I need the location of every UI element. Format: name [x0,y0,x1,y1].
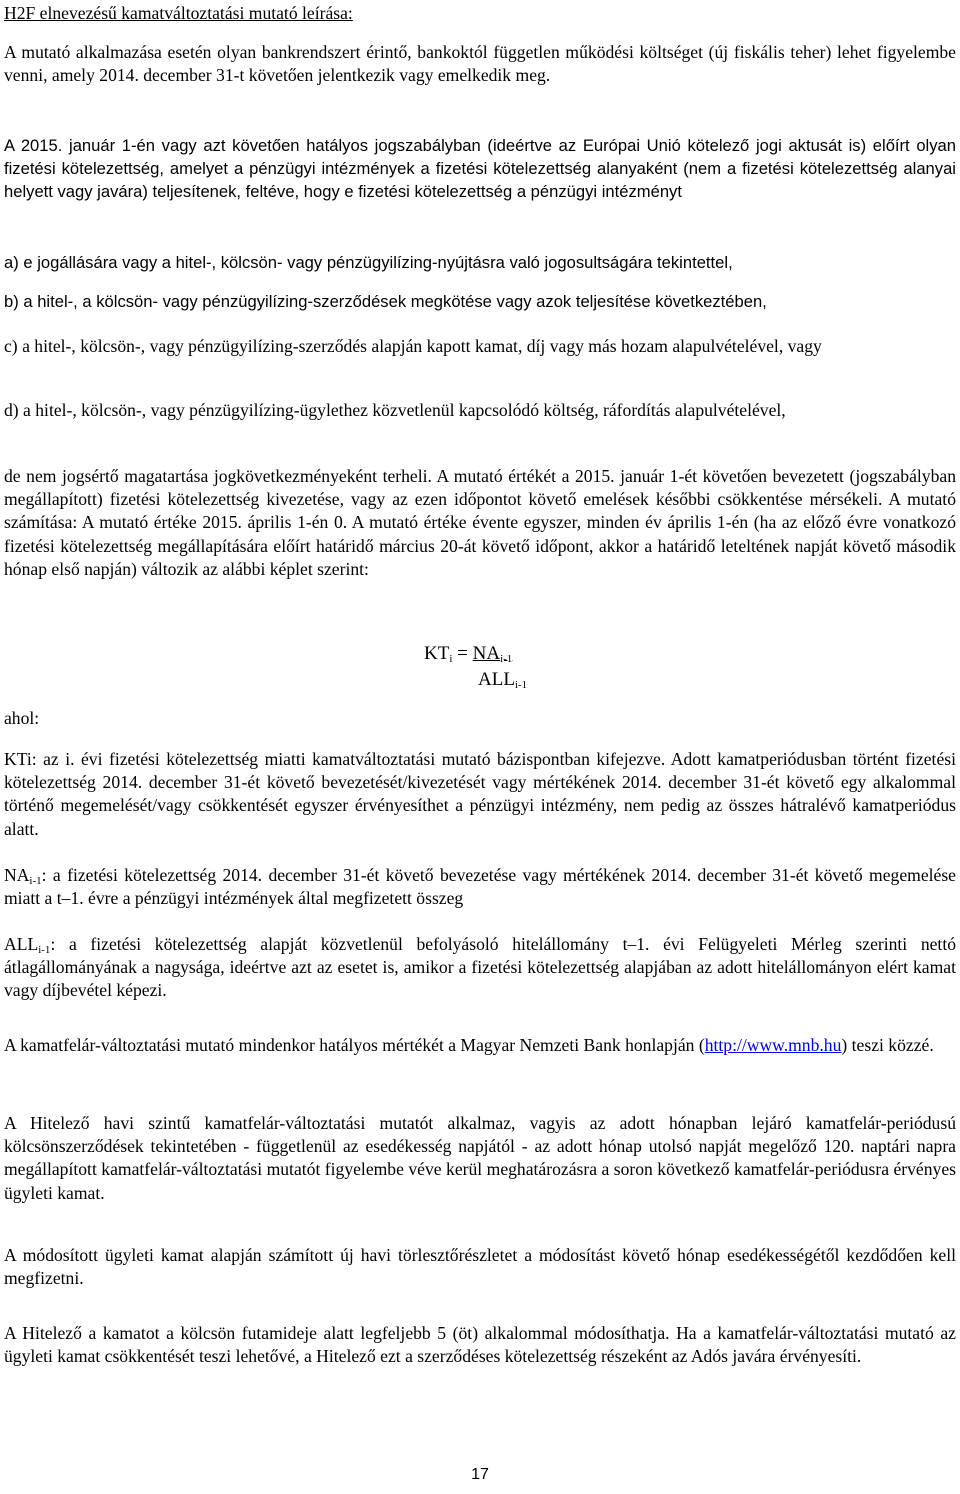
term-na-sub: i-1 [29,875,42,887]
na-definition: : a fizetési kötelezettség 2014. december 31-ét követő bevezetése vagy mértékének 2014. december 31-ét követő megemelése miatt a t–1. évre a pénzügyi intézmények által megfizetett összeg [4,865,956,909]
label-ahol: ahol: [4,708,40,728]
list-item-a: a) e jogállására vagy a hitel-, kölcsön- vagy pénzügyilízing-nyújtásra való jogosultságára tekintettel, [4,253,733,272]
all-definition: : a fizetési kötelezettség alapját közvetlenül befolyásoló hitelállomány t–1. évi Felügyeleti Mérleg szerinti nettó átlagállományának a nagysága, ideértve azt az esetet is, amikor a fizetési kötelezettség alapjában az adott hitelállományon elért kamat vagy díjbevétel képezi. [4,934,956,1001]
paragraph-max-modification: A Hitelező a kamatot a kölcsön futamideje alatt legfeljebb 5 (öt) alkalommal módosíthatja. Ha a kamatfelár-változtatási mutató az ügyleti kamat csökkentését teszi lehetővé, a Hitelező ezt a szerződéses kötelezettség részeként az Adós javára érvényesíti. [4,1323,956,1367]
list-item-c: c) a hitel-, kölcsön-, vagy pénzügyilízing-szerződés alapján kapott kamat, díj vagy más hozam alapulvételével, vagy [4,336,822,356]
formula-lhs: KT [424,643,450,664]
formula-denominator: $ALL_{i-1}$ [478,669,528,691]
paragraph-mnb: A kamatfelár-változtatási mutató mindenkor hatályos mértékét a Magyar Nemzeti Bank honlapján (http://www.mnb.hu) teszi közzé. [4,1035,934,1055]
page-number: 17 [471,1466,489,1483]
paragraph-kti: KTi: az i. évi fizetési kötelezettség miatti kamatváltoztatási mutató bázispontban kifejezve. Adott kamatperiódusban történt fizetési kötelezettség 2014. december 31-ét követő bevezetését/kivezetését vagy mértékének 2014. december 31-ét követő egy alkalommal történő megemelését/vagy csökkentését egyszer érvényesíthet a pénzügyi intézmény, nem pedig az összes hátralévő kamatperiódus alatt. [4,749,956,839]
paragraph-modositott: A módosított ügyleti kamat alapján számított új havi törlesztőrészletet a módosítást követő hónap esedékességétől kezdődően kell megfizetni. [4,1245,956,1289]
section-heading: H2F elnevezésű kamatváltoztatási mutató leírása: [4,3,353,23]
formula-equals: = [452,643,473,664]
formula-lhs-sub: i [449,653,453,665]
mnb-link[interactable]: http://www.mnb.hu [704,1035,842,1055]
paragraph-na [4,864,956,910]
term-all-sub: i-1 [38,944,51,956]
term-na: NA [4,865,30,885]
paragraph-hitelezo: A Hitelező havi szintű kamatfelár-változtatási mutatót alkalmaz, vagyis az adott hónapban lejáró kamatfelár-periódusú kölcsönszerződések tekintetében - függetlenül az esedékesség napjától - az adott hónap utolsó napját megelőző 120. naptári napra megállapított kamatfelár-változtatási mutatót figyelembe véve kerül meghatározásra a soron következő kamatfelár-periódusra érvényes ügyleti kamat. [4,1113,956,1203]
paragraph-all [4,933,956,1003]
term-all: ALL [4,934,39,954]
formula-numerator-line [424,641,624,667]
paragraph-intro: A mutató alkalmazása esetén olyan bankrendszert érintő, bankoktól független működési költséget (új fiskális teher) lehet figyelembe venni, amely 2014. december 31-t követően jelentkezik vagy emelkedik meg. [4,42,956,86]
formula-numerator: $NA_{i-1}$ [472,643,513,665]
paragraph-definition: A 2015. január 1-én vagy azt követően hatályos jogszabályban (ideértve az Európai Unió kötelező jogi aktusát is) előírt olyan fizetési kötelezettség, amelyet a pénzügyi intézmények a fizetési kötelezettség alanyaként (nem a fizetési kötelezettség alanyai helyett vagy javára) teljesítenek, feltéve, hogy e fizetési kötelezettség a pénzügyi intézményt [4,136,956,202]
list-item-d: d) a hitel-, kölcsön-, vagy pénzügyilízing-ügylethez közvetlenül kapcsolódó költség, ráfordítás alapulvételével, [4,400,786,420]
formula [424,641,624,693]
list-item-b: b) a hitel-, a kölcsön- vagy pénzügyilízing-szerződések megkötése vagy azok teljesítése következtében, [4,292,767,311]
paragraph-calculation: de nem jogsértő magatartása jogkövetkezményeként terheli. A mutató értékét a 2015. január 1-ét követően bevezetett (jogszabályban megállapított) fizetési kötelezettség kivezetése, vagy az ezen időpontot követő emelések későbbi csökkentése mérsékeli. A mutató számítása: A mutató értéke 2015. április 1-én 0. A mutató értéke évente egyszer, minden év április 1-én (ha az előző évre vonatkozó fizetési kötelezettség megállapítására előírt határidő március 20-át követő időpont, akkor a határidő leteltének napját követő második hónap első napján) változik az alábbi képlet szerint: [4,466,956,579]
